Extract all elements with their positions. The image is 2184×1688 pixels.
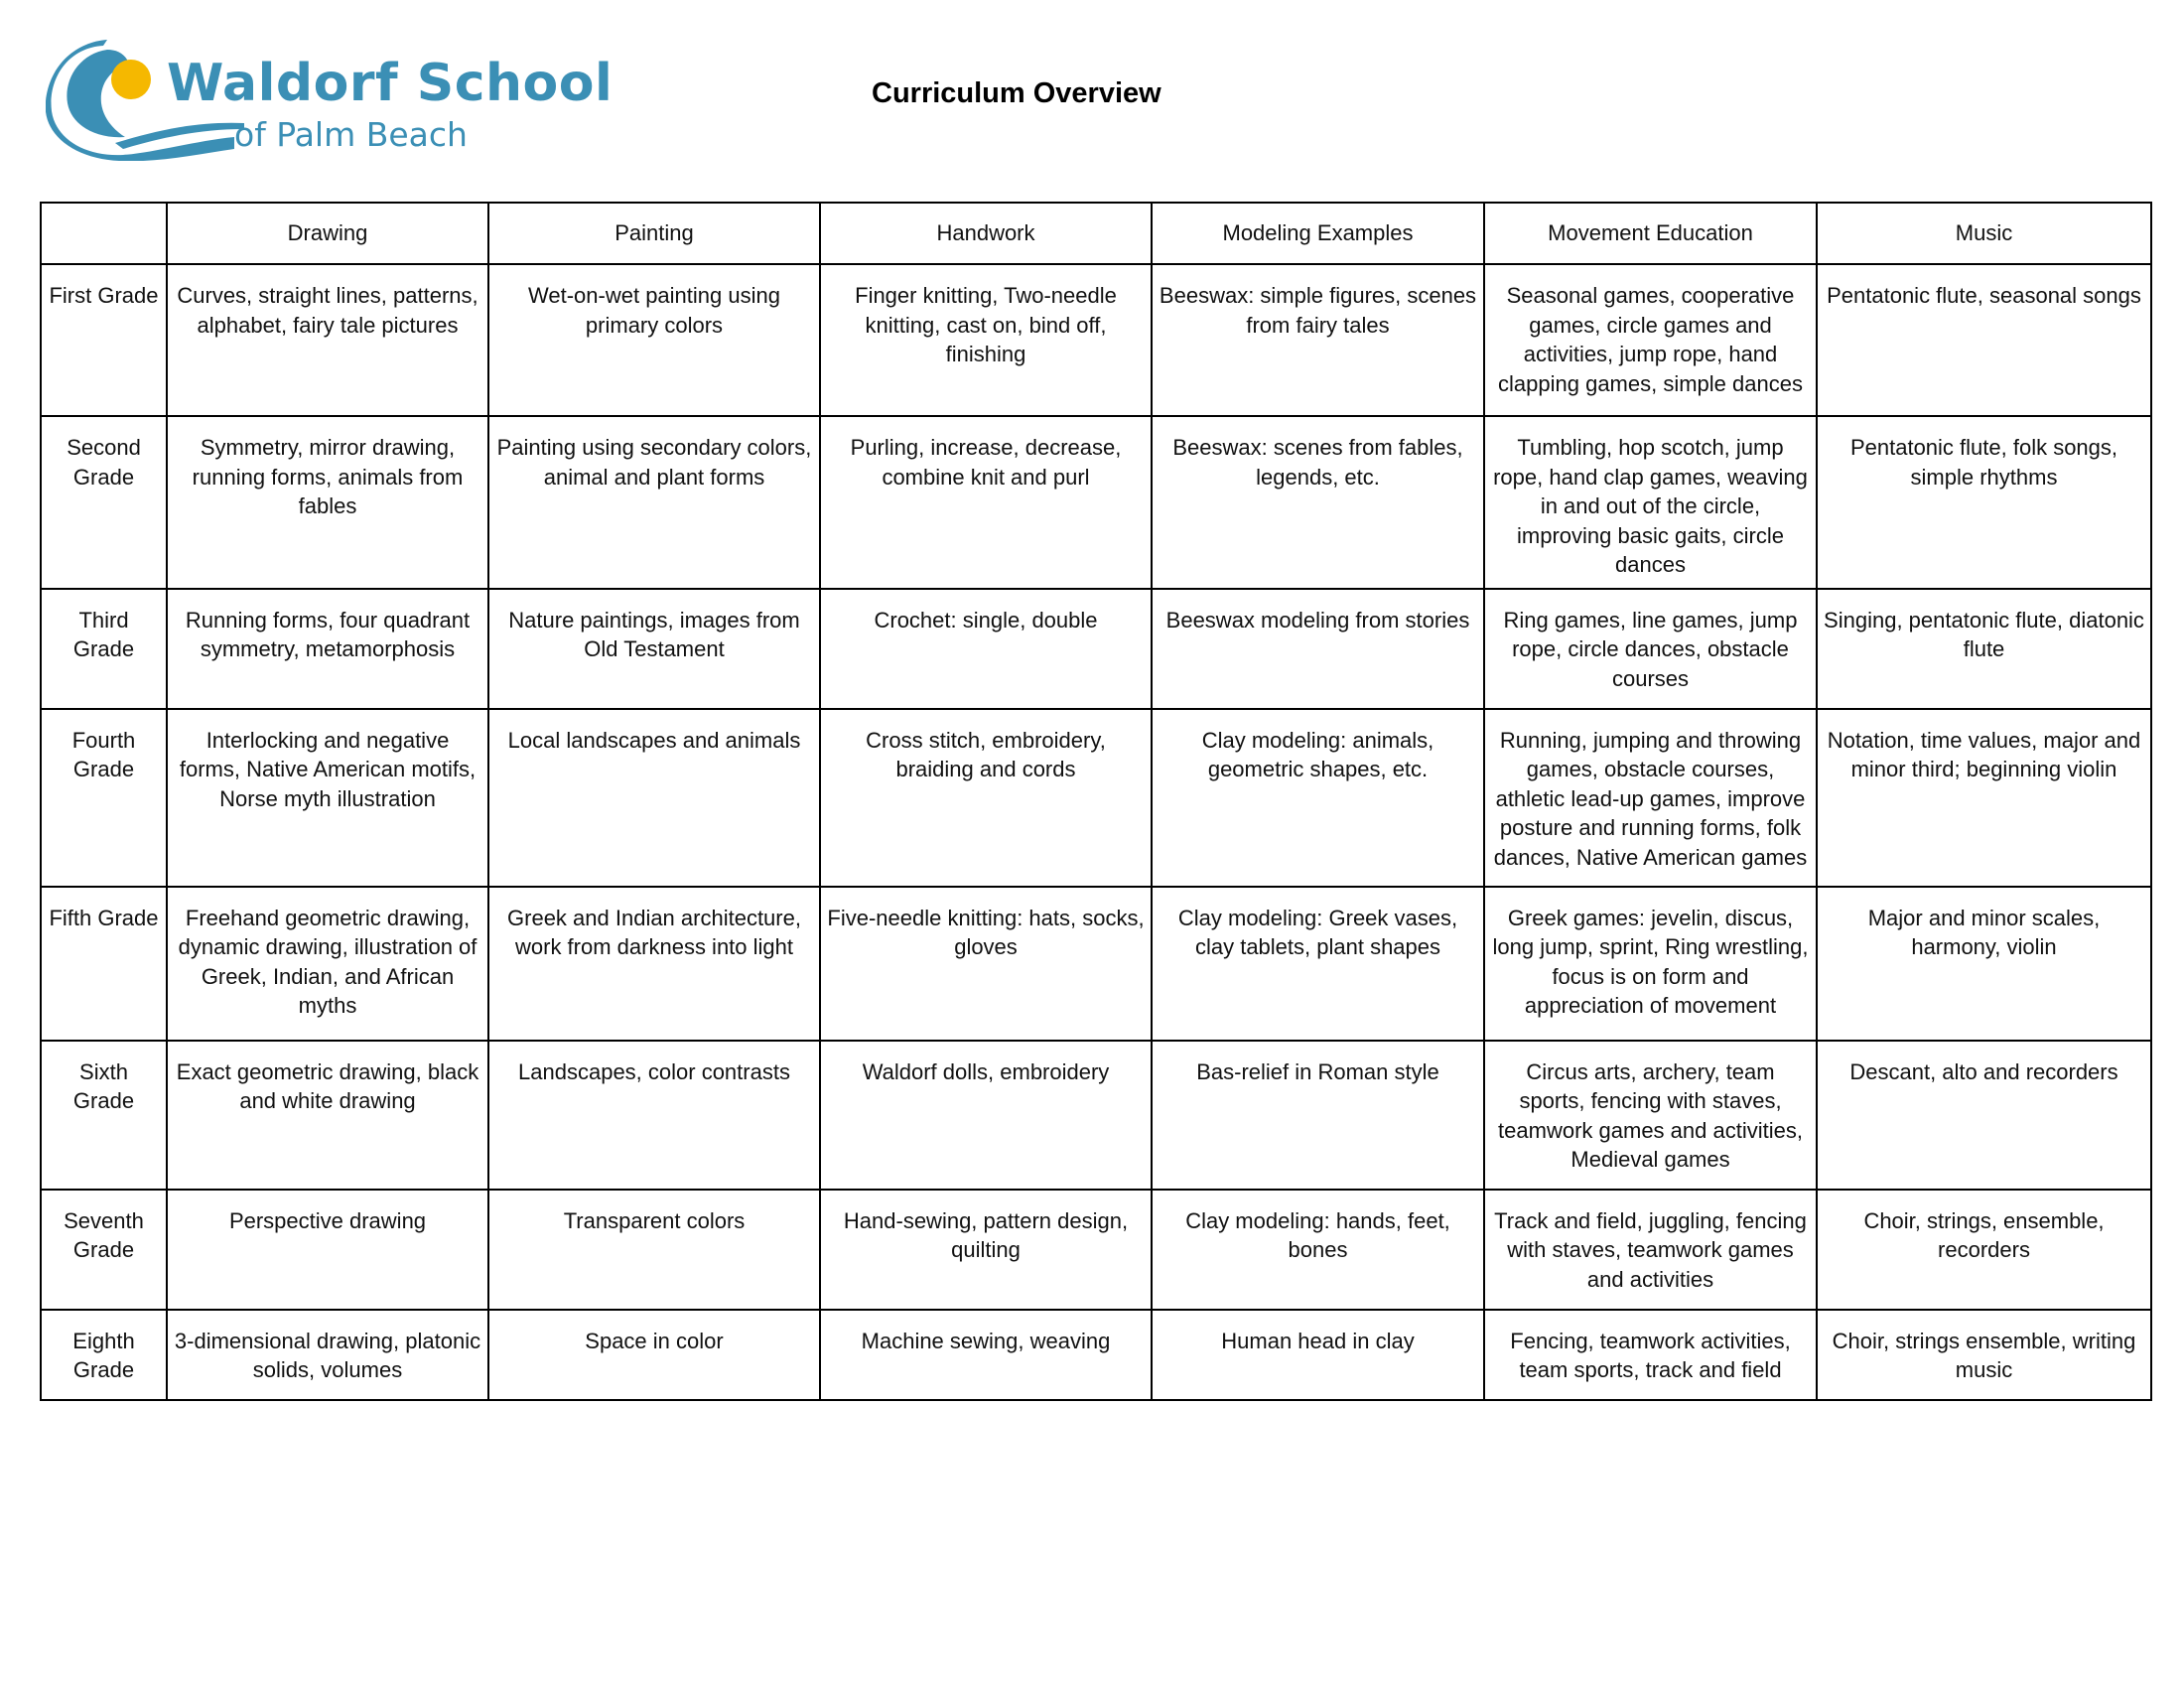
grade-label: Fourth Grade — [41, 709, 167, 887]
table-cell: Finger knitting, Two-needle knitting, cast on, bind off, finishing — [820, 264, 1152, 416]
table-cell: Pentatonic flute, seasonal songs — [1817, 264, 2151, 416]
table-cell: Tumbling, hop scotch, jump rope, hand clap games, weaving in and out of the circle, improving basic gaits, circle dances — [1484, 416, 1817, 589]
table-row — [41, 887, 2151, 1041]
table-row — [41, 264, 2151, 416]
column-header: Painting — [488, 203, 820, 264]
table-cell: Circus arts, archery, team sports, fencing with staves, teamwork games and activities, Medieval games — [1484, 1041, 1817, 1190]
grade-label: Sixth Grade — [41, 1041, 167, 1190]
table-cell: Notation, time values, major and minor third; beginning violin — [1817, 709, 2151, 887]
table-cell: Clay modeling: hands, feet, bones — [1152, 1190, 1484, 1310]
table-cell: Clay modeling: animals, geometric shapes, etc. — [1152, 709, 1484, 887]
logo-name-line1: Waldorf School — [167, 54, 614, 113]
table-header-row — [41, 203, 2151, 264]
logo-name-line2: of Palm Beach — [234, 115, 468, 154]
table-cell: Local landscapes and animals — [488, 709, 820, 887]
table-row — [41, 709, 2151, 887]
table-cell: Machine sewing, weaving — [820, 1310, 1152, 1400]
curriculum-table — [40, 202, 2152, 1401]
table-cell: Beeswax: scenes from fables, legends, etc. — [1152, 416, 1484, 589]
table-cell: Beeswax: simple figures, scenes from fairy tales — [1152, 264, 1484, 416]
grade-label: Seventh Grade — [41, 1190, 167, 1310]
grade-label: Third Grade — [41, 589, 167, 709]
table-cell: Running forms, four quadrant symmetry, metamorphosis — [167, 589, 488, 709]
table-cell: Greek and Indian architecture, work from darkness into light — [488, 887, 820, 1041]
table-row — [41, 1310, 2151, 1400]
column-header: Movement Education — [1484, 203, 1817, 264]
table-cell: Singing, pentatonic flute, diatonic flute — [1817, 589, 2151, 709]
table-cell: Major and minor scales, harmony, violin — [1817, 887, 2151, 1041]
table-cell: Curves, straight lines, patterns, alphabet, fairy tale pictures — [167, 264, 488, 416]
school-logo — [46, 40, 614, 161]
corner-cell — [41, 203, 167, 264]
table-cell: Transparent colors — [488, 1190, 820, 1310]
table-cell: Greek games: jevelin, discus, long jump, sprint, Ring wrestling, focus is on form and appreciation of movement — [1484, 887, 1817, 1041]
table-cell: Descant, alto and recorders — [1817, 1041, 2151, 1190]
grade-label: Second Grade — [41, 416, 167, 589]
table-cell: Freehand geometric drawing, dynamic drawing, illustration of Greek, Indian, and African myths — [167, 887, 488, 1041]
table-cell: Waldorf dolls, embroidery — [820, 1041, 1152, 1190]
table-cell: Pentatonic flute, folk songs, simple rhythms — [1817, 416, 2151, 589]
column-header: Modeling Examples — [1152, 203, 1484, 264]
table-cell: 3-dimensional drawing, platonic solids, volumes — [167, 1310, 488, 1400]
table-cell: Symmetry, mirror drawing, running forms, animals from fables — [167, 416, 488, 589]
table-cell: Ring games, line games, jump rope, circle dances, obstacle courses — [1484, 589, 1817, 709]
table-cell: Wet-on-wet painting using primary colors — [488, 264, 820, 416]
table-cell: Seasonal games, cooperative games, circle games and activities, jump rope, hand clapping games, simple dances — [1484, 264, 1817, 416]
table-row — [41, 1041, 2151, 1190]
table-row — [41, 589, 2151, 709]
table-cell: Crochet: single, double — [820, 589, 1152, 709]
table-cell: Space in color — [488, 1310, 820, 1400]
table-cell: Bas-relief in Roman style — [1152, 1041, 1484, 1190]
table-cell: Beeswax modeling from stories — [1152, 589, 1484, 709]
table-cell: Clay modeling: Greek vases, clay tablets, plant shapes — [1152, 887, 1484, 1041]
table-cell: Interlocking and negative forms, Native American motifs, Norse myth illustration — [167, 709, 488, 887]
table-cell: Track and field, juggling, fencing with staves, teamwork games and activities — [1484, 1190, 1817, 1310]
table-cell: Fencing, teamwork activities, team sports, track and field — [1484, 1310, 1817, 1400]
column-header: Handwork — [820, 203, 1152, 264]
table-cell: Exact geometric drawing, black and white drawing — [167, 1041, 488, 1190]
table-row — [41, 1190, 2151, 1310]
table-cell: Landscapes, color contrasts — [488, 1041, 820, 1190]
table-cell: Five-needle knitting: hats, socks, gloves — [820, 887, 1152, 1041]
table-cell: Cross stitch, embroidery, braiding and cords — [820, 709, 1152, 887]
table-cell: Hand-sewing, pattern design, quilting — [820, 1190, 1152, 1310]
table-cell: Nature paintings, images from Old Testament — [488, 589, 820, 709]
grade-label: Fifth Grade — [41, 887, 167, 1041]
grade-label: Eighth Grade — [41, 1310, 167, 1400]
table-cell: Choir, strings ensemble, writing music — [1817, 1310, 2151, 1400]
table-row — [41, 416, 2151, 589]
page-title: Curriculum Overview — [872, 77, 1161, 109]
table-cell: Painting using secondary colors, animal and plant forms — [488, 416, 820, 589]
column-header: Music — [1817, 203, 2151, 264]
table-cell: Perspective drawing — [167, 1190, 488, 1310]
table-cell: Purling, increase, decrease, combine knit and purl — [820, 416, 1152, 589]
column-header: Drawing — [167, 203, 488, 264]
table-cell: Running, jumping and throwing games, obstacle courses, athletic lead-up games, improve posture and running forms, folk dances, Native American games — [1484, 709, 1817, 887]
grade-label: First Grade — [41, 264, 167, 416]
table-cell: Choir, strings, ensemble, recorders — [1817, 1190, 2151, 1310]
table-cell: Human head in clay — [1152, 1310, 1484, 1400]
